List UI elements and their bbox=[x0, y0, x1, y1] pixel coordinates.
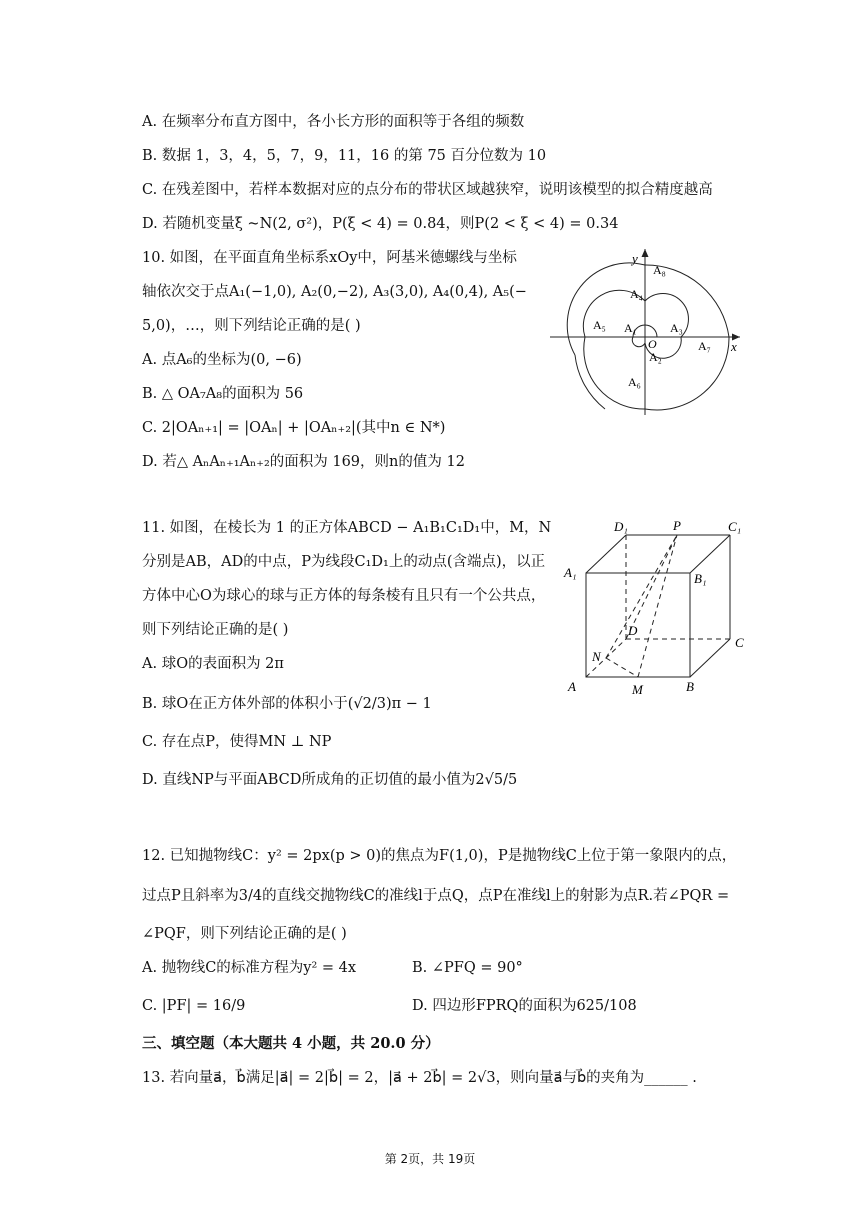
q11-stem-line3: 方体中心O为球心的球与正方体的每条棱有且只有一个公共点， bbox=[142, 588, 546, 604]
vertex-c-label: C bbox=[735, 635, 744, 650]
q9-option-d: D. 若随机变量ξ ~N(2, σ²)，P(ξ < 4) = 0.84，则P(2 < ξ < 4) = 0.34 bbox=[142, 216, 619, 232]
q12-option-d: D. 四边形FPRQ的面积为625/108 bbox=[412, 998, 637, 1014]
section-heading: 三、填空题（本大题共 4 小题，共 20.0 分） bbox=[142, 1035, 440, 1052]
q12-option-c: C. |PF| = 16/9 bbox=[142, 998, 246, 1014]
q11-stem-line2: 分别是AB，AD的中点，P为线段C₁D₁上的动点(含端点)，以正 bbox=[142, 554, 546, 570]
point-a5-label: A₅ bbox=[593, 318, 606, 332]
vertex-c1-label: C₁ bbox=[728, 519, 742, 534]
q10-stem-line3: 5,0)，…，则下列结论正确的是( ) bbox=[142, 318, 361, 334]
vertex-a-label: A bbox=[568, 679, 576, 694]
axis-y-label: y bbox=[632, 251, 638, 266]
q11-option-b: B. 球O在正方体外部的体积小于(√2/3)π − 1 bbox=[142, 696, 432, 712]
page-footer: 第 2页，共 19页 bbox=[384, 1152, 476, 1166]
point-n-label: N bbox=[592, 649, 601, 664]
point-a8-label: A₈ bbox=[653, 263, 666, 277]
point-a6-label: A₆ bbox=[628, 375, 641, 389]
q9-option-a: A. 在频率分布直方图中，各小长方形的面积等于各组的频数 bbox=[142, 114, 525, 130]
point-m-label: M bbox=[632, 682, 643, 697]
q10-option-b: B. △ OA₇A₈的面积为 56 bbox=[142, 386, 304, 402]
q12-stem-line1: 12. 已知抛物线C：y² = 2px(p > 0)的焦点为F(1,0)，P是抛物线C上位于第一象限内的点， bbox=[142, 848, 737, 864]
q10-stem-line2: 轴依次交于点A₁(−1,0), A₂(0,−2), A₃(3,0), A₄(0,4), A₅(− bbox=[142, 284, 527, 300]
q11-option-a: A. 球O的表面积为 2π bbox=[142, 656, 284, 672]
q12-stem-line2: 过点P且斜率为3/4的直线交抛物线C的准线l于点Q，点P在准线l上的射影为点R.若∠PQR = bbox=[142, 888, 730, 904]
q11-option-c: C. 存在点P，使得MN ⊥ NP bbox=[142, 734, 332, 750]
q12-option-a: A. 抛物线C的标准方程为y² = 4x bbox=[142, 960, 357, 976]
point-a1-label: A₁ bbox=[624, 321, 637, 335]
point-a7-label: A₇ bbox=[698, 339, 711, 353]
vertex-b-label: B bbox=[686, 679, 694, 694]
vertex-d-label: D bbox=[628, 623, 638, 638]
origin-label: O bbox=[648, 337, 657, 351]
q11-stem-line1: 11. 如图，在棱长为 1 的正方体ABCD − A₁B₁C₁D₁中，M，N bbox=[142, 520, 552, 536]
q11-option-d: D. 直线NP与平面ABCD所成角的正切值的最小值为2√5/5 bbox=[142, 772, 518, 788]
vertex-d1-label: D₁ bbox=[614, 519, 628, 534]
q10-stem-line1: 10. 如图，在平面直角坐标系xOy中，阿基米德螺线与坐标 bbox=[142, 250, 517, 266]
point-p-label: P bbox=[673, 518, 681, 533]
vertex-a1-label: A₁ bbox=[564, 565, 577, 580]
q9-option-b: B. 数据 1，3，4，5，7，9，11，16 的第 75 百分位数为 10 bbox=[142, 148, 547, 164]
q11-stem-line4: 则下列结论正确的是( ) bbox=[142, 622, 289, 638]
spiral-figure bbox=[545, 245, 755, 420]
axis-x-label: x bbox=[731, 339, 737, 354]
point-a3-label: A₃ bbox=[670, 321, 683, 335]
point-a4-label: A₄ bbox=[630, 287, 643, 301]
q10-option-d: D. 若△ AₙAₙ₊₁Aₙ₊₂的面积为 169，则n的值为 12 bbox=[142, 454, 465, 470]
q9-option-c: C. 在残差图中，若样本数据对应的点分布的带状区域越狭窄，说明该模型的拟合精度越高 bbox=[142, 182, 713, 198]
q10-option-c: C. 2|OAₙ₊₁| = |OAₙ| + |OAₙ₊₂|(其中n ∈ N*) bbox=[142, 420, 446, 436]
vertex-b1-label: B₁ bbox=[694, 571, 707, 586]
q12-option-b: B. ∠PFQ = 90° bbox=[412, 960, 523, 976]
q12-stem-line3: ∠PQF，则下列结论正确的是( ) bbox=[142, 926, 347, 942]
q13-stem: 13. 若向量a⃗，b⃗满足|a⃗| = 2|b⃗| = 2，|a⃗ + 2b⃗| = 2√3，则向量a⃗与b⃗的夹角为______ . bbox=[142, 1070, 697, 1086]
point-a2-label: A₂ bbox=[649, 350, 662, 364]
q10-option-a: A. 点A₆的坐标为(0, −6) bbox=[142, 352, 302, 368]
cube-figure bbox=[560, 515, 760, 700]
